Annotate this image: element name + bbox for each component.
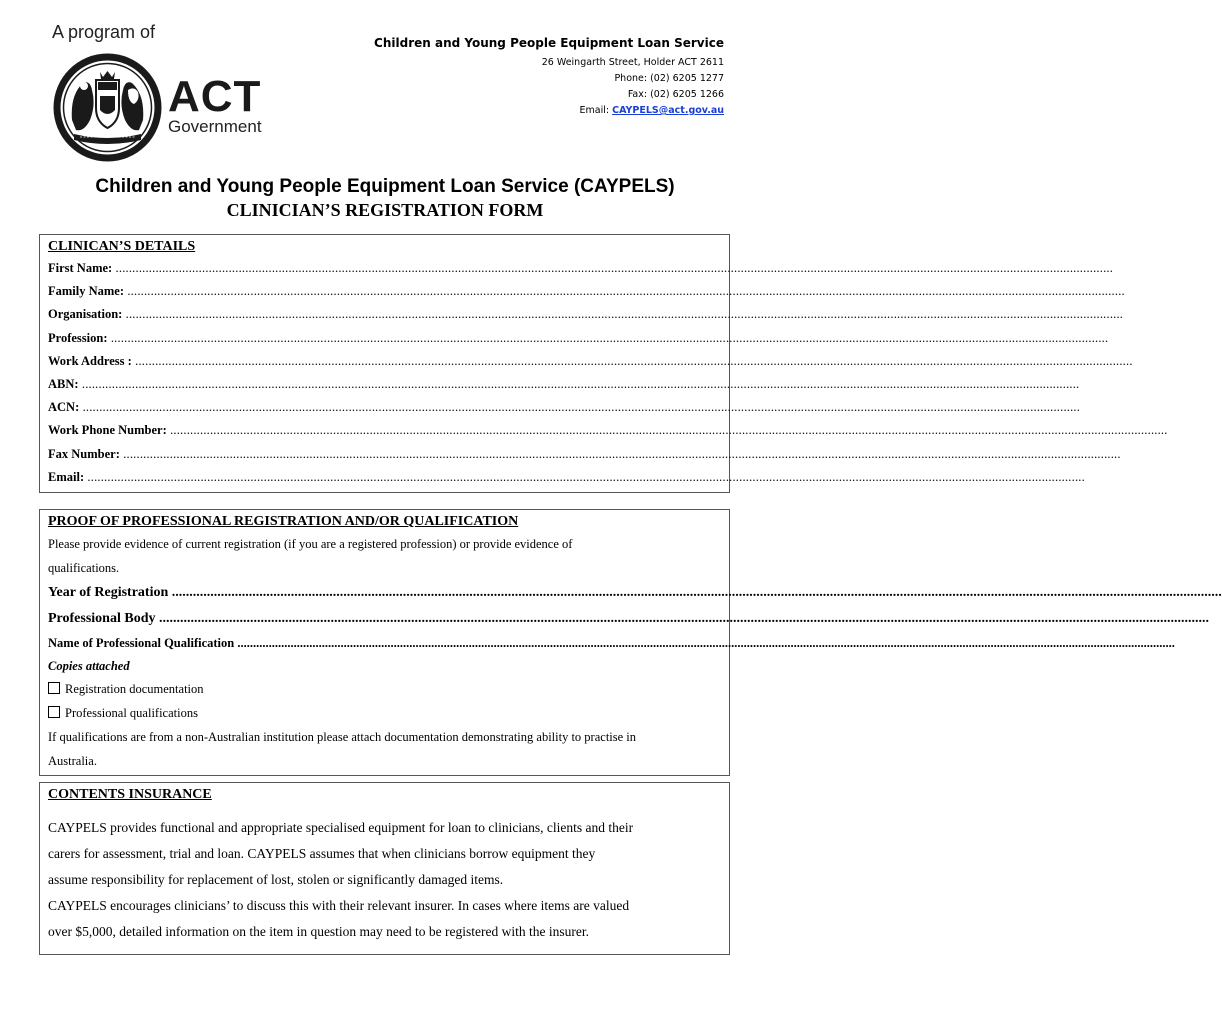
act-coat-of-arms-logo [50, 50, 165, 165]
field-label: Family Name: [48, 284, 125, 299]
field-label: First Name: [48, 261, 113, 275]
field-label: Professional Body [48, 611, 156, 626]
section-heading: CLINICAN’S DETAILS [48, 239, 196, 254]
registration-doc-checkbox[interactable] [48, 682, 60, 694]
fax: Fax: (02) 6205 1266 [627, 89, 724, 100]
section-heading: CONTENTS INSURANCE [48, 787, 212, 802]
email-link[interactable]: CAYPELS@act.gov.au [612, 105, 724, 116]
email-field[interactable]: Email: ............................................................................................................................................................................................................................................................................................................ [48, 469, 1085, 484]
field-label: Name of Professional Qualification [48, 636, 235, 650]
work-phone-field[interactable]: Work Phone Number: ............................................................................................................................................................................................................................................................................................................ [48, 423, 1168, 438]
copies-attached-label: Copies attached [48, 659, 130, 673]
family-name-field[interactable]: Family Name: ............................................................................................................................................................................................................................................................................................................ [48, 284, 1125, 299]
acn-field[interactable]: ACN: ............................................................................................................................................................................................................................................................................................................ [48, 400, 1081, 415]
form-title: Children and Young People Equipment Loan Service (CAYPELS) [95, 176, 675, 197]
abn-field[interactable]: ABN: ............................................................................................................................................................................................................................................................................................................ [48, 377, 1080, 392]
org-name: Children and Young People Equipment Loan Service [374, 36, 724, 50]
insurance-text: CAYPELS provides functional and appropriate specialised equipment for loan to clinicians, clients and their [48, 820, 634, 835]
clinician-details-section [39, 234, 1168, 493]
checkbox-label: Registration documentation [65, 682, 204, 696]
field-label: Work Phone Number: [48, 423, 167, 438]
professional-body-field[interactable]: Professional Body ............................................................................................................................................................................................................................................................................................................ [48, 611, 1209, 626]
insurance-text: CAYPELS encourages clinicians’ to discuss this with their relevant insurer. In cases where items are valued [48, 898, 630, 913]
note-text: If qualifications are from a non-Australian institution please attach documentation demonstrating ability to practise in [48, 730, 637, 744]
government-logo-text: Government [168, 117, 262, 136]
organisation-field[interactable]: Organisation: ............................................................................................................................................................................................................................................................................................................ [48, 307, 1124, 322]
registration-doc-option[interactable] [48, 678, 721, 702]
year-of-registration-field[interactable]: Year of Registration ............................................................................................................................................................................................................................................................................................................ [48, 585, 1222, 600]
fax-number-field[interactable]: Fax Number: ............................................................................................................................................................................................................................................................................................................ [48, 446, 1121, 461]
field-label: Profession: [48, 330, 108, 345]
field-label: Year of Registration [48, 585, 169, 600]
section-heading: PROOF OF PROFESSIONAL REGISTRATION AND/OR QUALIFICATION [48, 514, 519, 529]
email-line [374, 103, 724, 119]
contact-block [374, 36, 724, 119]
email-label: Email: [579, 105, 610, 116]
qualifications-option[interactable] [48, 702, 721, 726]
address: 26 Weingarth Street, Holder ACT 2611 [541, 57, 724, 68]
insurance-text: carers for assessment, trial and loan. CAYPELS assumes that when clinicians borrow equipment they [48, 846, 596, 861]
field-label: Work Address : [48, 353, 132, 368]
field-label: ACN: [48, 400, 80, 415]
insurance-text: over $5,000, detailed information on the item in question may need to be registered with the insurer. [48, 924, 589, 939]
phone: Phone: (02) 6205 1277 [614, 73, 724, 84]
act-logo-text: ACT [168, 72, 262, 121]
field-label: Fax Number: [48, 446, 120, 461]
qualification-name-field[interactable]: Name of Professional Qualification ............................................................................................................................................................................................................................................................................................................ [48, 636, 1175, 650]
program-of-label: A program of [52, 22, 156, 42]
insurance-text: assume responsibility for replacement of lost, stolen or significantly damaged items. [48, 872, 504, 887]
field-label: ABN: [48, 377, 79, 392]
first-name-field[interactable]: First Name: ............................................................................................................................................................................................................................................................................................................ [48, 261, 1114, 275]
qualifications-checkbox[interactable] [48, 706, 60, 718]
field-label: Email: [48, 469, 85, 484]
intro-text: Please provide evidence of current registration (if you are a registered profession) or provide evidence of [48, 537, 573, 551]
checkbox-label: Professional qualifications [65, 705, 198, 720]
form-subtitle: CLINICIAN’S REGISTRATION FORM [226, 200, 544, 220]
proof-of-registration-section [39, 509, 1222, 776]
work-address-field[interactable]: Work Address : ............................................................................................................................................................................................................................................................................................................ [48, 353, 1133, 368]
field-label: Organisation: [48, 307, 123, 322]
note-text: Australia. [48, 754, 97, 768]
contents-insurance-section [39, 782, 730, 955]
intro-text: qualifications. [48, 561, 120, 575]
profession-field[interactable]: Profession: ............................................................................................................................................................................................................................................................................................................ [48, 330, 1109, 345]
